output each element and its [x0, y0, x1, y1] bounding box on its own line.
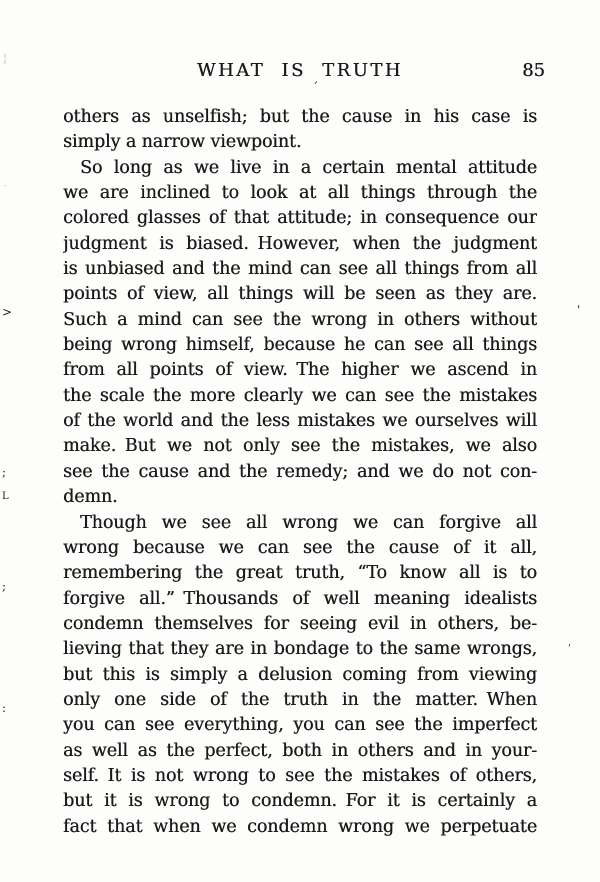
scan-speck: >: [2, 305, 13, 319]
scan-speck: ;: [2, 465, 7, 479]
scan-speck: ;: [2, 579, 7, 593]
page-number: 85: [522, 60, 545, 81]
text-line: being wrong himself, because he can see all things: [63, 335, 537, 356]
text-line: judgment is biased. However, when the judgment: [63, 233, 537, 254]
text-line: others as unselfish; but the cause in his case is: [63, 107, 537, 127]
text-line: wrong because we can see the cause of it all,: [63, 537, 537, 558]
text-line: as well as the perfect, both in others and in your-: [63, 740, 537, 761]
scan-speck: :: [2, 701, 7, 715]
text-line: remembering the great truth, “To know all is to: [63, 563, 537, 584]
text-line: see the cause and the remedy; and we do not con-: [63, 461, 537, 482]
text-line: we are inclined to look at all things through the: [63, 183, 537, 204]
text-line: fact that when we condemn wrong we perpetuate: [63, 816, 537, 837]
text-line: make. But we not only see the mistakes, we also: [63, 436, 537, 457]
page-body: [63, 105, 537, 840]
text-line: demn.: [63, 487, 118, 508]
scan-speck: ¦: [3, 51, 8, 65]
text-line: but this is simply a delusion coming from viewing: [63, 664, 537, 685]
scan-speck: ´: [312, 81, 319, 96]
text-line: the scale the more clearly we can see the mistakes: [63, 385, 537, 406]
text-line: Such a mind can see the wrong in others without: [63, 309, 537, 330]
scan-speck: ,: [568, 637, 572, 648]
text-line: only one side of the truth in the matter. When: [63, 689, 537, 710]
text-line: but it is wrong to condemn. For it is certainly a: [63, 791, 537, 812]
text-line: self. It is not wrong to see the mistakes of others,: [63, 765, 537, 786]
scan-speck: L: [2, 491, 9, 502]
text-line: lieving that they are in bondage to the same wrongs,: [63, 639, 537, 660]
text-line: of the world and the less mistakes we ourselves will: [63, 411, 537, 432]
text-line: points of view, all things will be seen as they are.: [63, 284, 537, 305]
text-line: condemn themselves for seeing evil in others, be-: [63, 613, 537, 634]
text-line: from all points of view. The higher we ascend in: [63, 360, 537, 381]
text-line: So long as we live in a certain mental attitude: [80, 157, 537, 178]
text-line: simply a narrow viewpoint.: [63, 132, 302, 153]
text-line: forgive all.” Thousands of well meaning idealists: [63, 588, 537, 609]
scan-speck: ': [577, 303, 581, 317]
text-line: Though we see all wrong we can forgive all: [80, 512, 537, 533]
scan-speck: ·: [3, 179, 7, 193]
text-line: is unbiased and the mind can see all things from all: [63, 259, 537, 280]
running-head-title: WHAT IS TRUTH: [196, 60, 404, 81]
text-line: you can see everything, you can see the imperfect: [63, 715, 537, 736]
text-line: colored glasses of that attitude; in consequence our: [63, 208, 537, 229]
